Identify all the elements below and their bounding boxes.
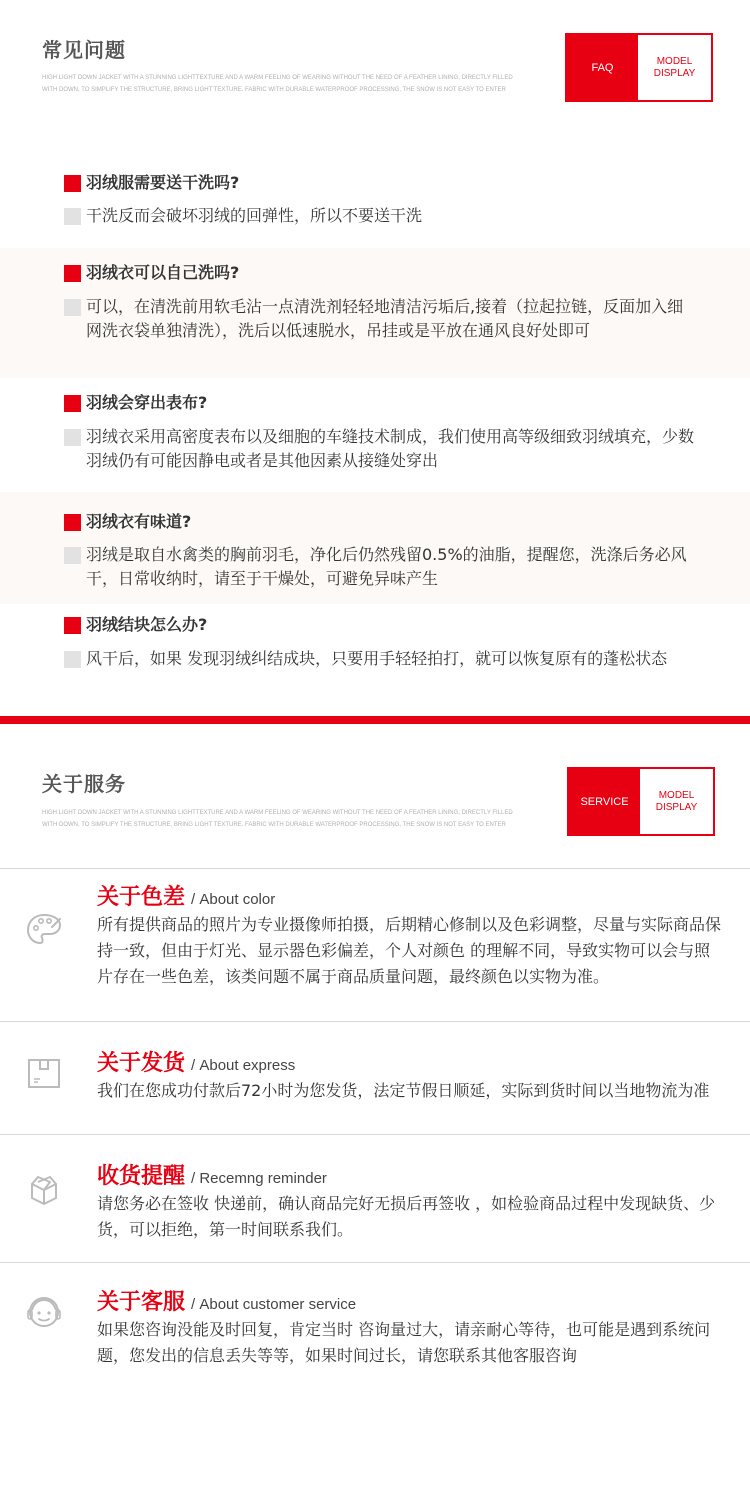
faq-subtitle: HIGH LIGHT DOWN JACKET WITH A STUNNING LIGHTTEXTURE AND A WARM FEELING OF WEARING WITHOUT THE NEED OF A FEATHER LINING, DIRECTLY FILLED WITH DOWN, TO SIMPLIFY THE STRUCTURE, BRING LIGHT TEXTURE. FABRIC WITH DURABLE WATERPROOF PROCESSING, THE SNOW IS NOT EASY TO ENTER	[42, 75, 513, 93]
service-heading	[97, 1159, 327, 1190]
service-body: 我们在您成功付款后72小时为您发货，法定节假日顺延，实际到货时间以当地物流为准	[97, 1081, 710, 1100]
service-body: 如果您咨询没能及时回复，肯定当时 咨询量过大，请亲耐心等待，也可能是遇到系统问题，您发出的信息丢失等等，如果时间过长，请您联系其他客服咨询	[97, 1320, 711, 1365]
faq-tag-box	[565, 33, 713, 102]
question-marker	[64, 175, 81, 192]
question-marker	[64, 514, 81, 531]
service-divider	[0, 1021, 750, 1022]
faq-answer: 干洗反而会破坏羽绒的回弹性，所以不要送干洗	[86, 206, 423, 225]
service-title: 关于服务	[42, 772, 126, 796]
service-heading	[97, 1046, 295, 1077]
service-title-zh: 收货提醒	[97, 1164, 186, 1189]
faq-answer: 羽绒衣采用高密度表布以及细胞的车缝技术制成，我们使用高等级细致羽绒填充，少数羽绒仍有可能因静电或者是其他因素从接缝处穿出	[86, 427, 695, 470]
faq-answer: 风干后，如果 发现羽绒纠结成块，只要用手轻轻拍打，就可以恢复原有的蓬松状态	[86, 649, 668, 668]
service-title-zh: 关于发货	[97, 1051, 186, 1076]
service-tag: SERVICE	[569, 769, 640, 834]
service-title-en: / Recemng reminder	[191, 1170, 327, 1187]
model-display-label: MODEL DISPLAY	[640, 769, 713, 834]
faq-answer: 羽绒是取自水禽类的胸前羽毛，净化后仍然残留0.5%的油脂，提醒您，洗涤后务必风干，日常收纳时，请至于干燥处，可避免异味产生	[86, 545, 687, 588]
faq-tag: FAQ	[567, 35, 638, 100]
faq-question: 羽绒服需要送干洗吗?	[86, 173, 240, 192]
service-title-en: / About color	[191, 891, 276, 908]
faq-question: 羽绒会穿出表布?	[86, 393, 208, 412]
answer-marker	[64, 299, 81, 316]
service-heading	[97, 880, 275, 911]
service-body: 所有提供商品的照片为专业摄像师拍摄，后期精心修制以及色彩调整，尽量与实际商品保持一致，但由于灯光、显示器色彩偏差，个人对颜色 的理解不同，导致实物可以会与照片存在一些色差，该类问题不属于商品质量问题，最终颜色以实物为准。	[97, 915, 722, 986]
faq-title: 常见问题	[42, 38, 126, 62]
open-box-icon	[24, 1168, 64, 1208]
service-divider	[0, 1134, 750, 1135]
answer-marker	[64, 547, 81, 564]
service-divider	[0, 868, 750, 869]
service-tag-box	[567, 767, 715, 836]
package-icon	[24, 1053, 64, 1093]
customer-service-icon	[24, 1292, 64, 1332]
palette-icon	[24, 909, 64, 949]
service-title-en: / About express	[191, 1057, 296, 1074]
question-marker	[64, 395, 81, 412]
section-divider	[0, 716, 750, 724]
service-subtitle: HIGH LIGHT DOWN JACKET WITH A STUNNING LIGHTTEXTURE AND A WARM FEELING OF WEARING WITHOUT THE NEED OF A FEATHER LINING, DIRECTLY FILLED WITH DOWN, TO SIMPLIFY THE STRUCTURE, BRING LIGHT TEXTURE. FABRIC WITH DURABLE WATERPROOF PROCESSING, THE SNOW IS NOT EASY TO ENTER	[42, 810, 513, 828]
question-marker	[64, 617, 81, 634]
service-title-zh: 关于色差	[97, 885, 186, 910]
answer-marker	[64, 429, 81, 446]
model-display-label: MODEL DISPLAY	[638, 35, 711, 100]
answer-marker	[64, 208, 81, 225]
service-body: 请您务必在签收 快递前，确认商品完好无损后再签收 ，如检验商品过程中发现缺货、少货，可以拒绝，第一时间联系我们。	[97, 1194, 716, 1239]
service-heading	[97, 1285, 356, 1316]
service-title-zh: 关于客服	[97, 1290, 186, 1315]
faq-question: 羽绒衣有味道?	[86, 512, 192, 531]
faq-answer: 可以，在清洗前用软毛沾一点清洗剂轻轻地清洁污垢后,接着（拉起拉链，反面加入细网洗衣袋单独清洗），洗后以低速脱水，吊挂或是平放在通风良好处即可	[86, 297, 684, 340]
faq-question: 羽绒结块怎么办?	[86, 615, 208, 634]
service-divider	[0, 1262, 750, 1263]
question-marker	[64, 265, 81, 282]
answer-marker	[64, 651, 81, 668]
service-title-en: / About customer service	[191, 1296, 357, 1313]
faq-question: 羽绒衣可以自己洗吗?	[86, 263, 240, 282]
